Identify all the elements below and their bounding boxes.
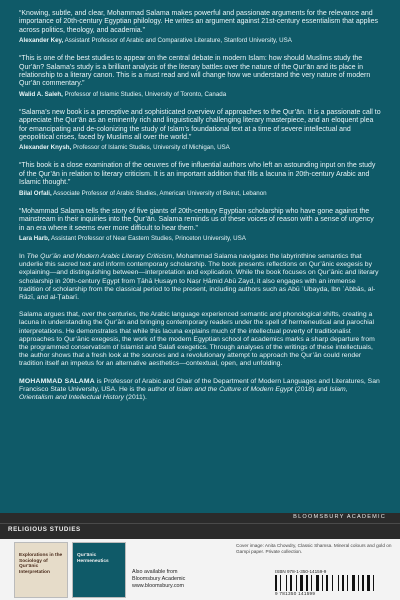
barcode-bar <box>278 575 279 591</box>
blurb-affiliation: Assistant Professor of Near Eastern Studies, Princeton University, USA <box>49 234 246 242</box>
blurb-attribution <box>19 144 381 152</box>
barcode-bar <box>300 575 303 591</box>
bio-text: is Professor of Arabic and Chair of the Department of Modern Languages and Literatures, San Francisco State University, USA. He is the author of <box>19 377 380 393</box>
barcode-bar <box>371 575 372 591</box>
blurb-quote: “Knowing, subtle, and clear, Mohammad Salama makes powerful and passionate arguments for the relevance and importance of 20th-century Egyptian philology. He writes an argument against 21st-century essentialism that applies across politics, theology, and academia.” <box>19 10 379 34</box>
blurb-affiliation: Professor of Islamic Studies, University of Toronto, Canada <box>62 90 227 98</box>
barcode-bar <box>360 575 361 591</box>
blurb-affiliation: Assistant Professor of Arabic and Comparative Literature, Stanford University, USA <box>63 37 292 45</box>
barcode-bar <box>345 575 346 591</box>
barcode-bar <box>298 575 299 591</box>
barcode-bar <box>362 575 364 591</box>
also-available <box>132 569 185 590</box>
barcode-bar <box>288 575 289 591</box>
website-link: www.bloomsbury.com <box>132 583 185 589</box>
barcode-bar <box>365 575 366 591</box>
related-book-title: Qur'ānic Hermeneutics <box>77 553 109 564</box>
barcode-bar <box>340 575 341 591</box>
barcode-bar <box>309 575 310 591</box>
barcode-bar <box>358 575 359 591</box>
blurb <box>19 10 381 45</box>
description-paragraph-2: Salama argues that, over the centuries, the Arabic language experienced semantic and phonological shifts, creating a lacuna in understanding the Qur’ān and bringing contemporary readers under the spell of hermeneutical and parochial interpretations. He demonstrates that while this lacuna explains much of the intellectual poverty of traditionalist approaches to Qur’ānic exegesis, the work of the modern Egyptian school of academics marks a sharp departure from the programmed conservatism of Islamist and Salafi exegetics. Through analyses of the writings of these intellectuals, the author shows that a fresh look at the sources and a revolutionary attempt to approach the Qur’ān could render tradition itself an impetus for an alternative aesthetics—contextual, open, and unfolding. <box>19 311 375 368</box>
book-title-italic: The Qur’ān and Modern Arabic Literary Criticism <box>26 252 173 260</box>
barcode-bar <box>342 575 344 591</box>
barcode-bar <box>329 575 331 591</box>
blurb-attribution <box>19 91 381 99</box>
barcode-bar <box>275 575 277 591</box>
related-book-thumbnail <box>14 542 68 598</box>
barcode-bar <box>352 575 355 591</box>
barcode-bar <box>290 575 292 591</box>
blurb-attribution <box>19 37 381 45</box>
barcode-digits: 9 781350 141599 <box>275 591 316 596</box>
author-name: MOHAMMAD SALAMA <box>19 377 95 385</box>
bio-book-2: Islam, Orientalism and Intellectual History <box>19 385 348 401</box>
blurb-affiliation: Professor of Islamic Studies, University of Michigan, USA <box>71 144 230 152</box>
barcode-bar <box>293 575 295 591</box>
bio-book-1: Islam and the Culture of Modern Egypt <box>176 385 293 393</box>
bio-end: (2011). <box>124 393 147 401</box>
publisher-name: BLOOMSBURY ACADEMIC <box>293 514 386 520</box>
blurb-quote: “This book is a close examination of the oeuvres of five influential authors who left an astounding input on the study of the Qur’ān in relation to literary criticism. It is an important addition that fills a lacuna in 20th-century Arabic and Islamic thought.” <box>19 162 376 187</box>
blurb-affiliation: Associate Professor of Arabic Studies, American University of Beirut, Lebanon <box>51 189 267 197</box>
blurb-attribution <box>19 190 381 198</box>
barcode-bar <box>320 575 321 591</box>
isbn: ISBN 978-1-350-14159-9 <box>275 569 327 574</box>
blurbs-section <box>19 10 381 402</box>
barcode-bar <box>338 575 339 591</box>
barcode-bar <box>373 575 374 591</box>
barcode-bar <box>296 575 297 591</box>
barcode-bar <box>316 575 319 591</box>
blurb-author: Alexander Key, <box>19 37 64 45</box>
barcode-bar <box>306 575 308 591</box>
blurb-quote: “This is one of the best studies to appear on the central debate in modern Islam: how should Muslims study the Qur’ān? Salama’s study is a brilliant analysis of the literary battles over the nature of the Qur’ān and its place in relationship to a literary canon. This is a must read and will change how we understand the very nature of modern Qur’ān commentary.” <box>19 55 371 88</box>
desc-rest: , Mohammad Salama navigates the labyrinthine semantics that underlie this sacred text and inform contemporary scholarship. The book presents reflections on Qur’ānic exegesis by explaining—and distinguishing between—interpretation and explication. While the book focuses on Qur’ānic and literary scholarship in 20th-century Egypt from Ṭāhā Ḥusayn to Naṣr Ḥāmid Abū Zayd, it also engages with an immense tradition of scholarship from the classical period to the present, including authors such as Abū ʿUbayda, Ibn ʿAbbās, al-Rāzī, and al-Ṭabarī. <box>19 252 379 301</box>
blurb-attribution <box>19 235 381 243</box>
blurb-author: Walid A. Saleh, <box>19 90 63 98</box>
related-book-thumbnail <box>72 542 126 598</box>
subject-label: RELIGIOUS STUDIES <box>8 526 81 533</box>
barcode-bar <box>347 575 348 591</box>
barcode-bar <box>356 575 357 591</box>
barcode-bar <box>282 575 285 591</box>
barcode-bar <box>286 575 287 591</box>
barcode-bar <box>332 575 333 591</box>
blurb-author: Bilal Orfali, <box>19 189 52 197</box>
blurb-quote: “Mohammad Salama tells the story of five giants of 20th-century Egyptian scholarship who have gone against the mainstream in their inquiries into the Qur’ān. Salama reminds us of these voices of reason with a sense of urgency in an era where it seems ever more difficult to hear them.” <box>19 207 374 232</box>
barcode-bar <box>313 575 315 591</box>
cover-credit: Cover image: Anita Chowdry, Classic Shamsa. Mineral colours and gold on Gampi paper. Private collection. <box>236 543 392 554</box>
also-line: Bloomsbury Academic <box>132 576 186 582</box>
barcode-bar <box>280 575 281 591</box>
blurb-author: Lara Harb, <box>19 234 50 242</box>
bio-mid: (2018) and <box>292 385 330 393</box>
blurb <box>19 109 381 153</box>
barcode-bar <box>334 575 337 591</box>
blurb-quote: “Salama’s new book is a perceptive and sophisticated overview of approaches to the Qur’ān. It is a passionate call to appreciate the Qur’ān as an eminently rich and linguistically challenging literary masterpiece, and an eloquent plea for emancipating and de-colonizing the study of Islam’s foundational text at a time of severe intellectual and geopolitical crises, faced by Muslims all over the world.” <box>19 108 381 142</box>
barcode-bar <box>311 575 312 591</box>
author-bio <box>19 378 381 403</box>
blurb <box>19 55 381 99</box>
blurb-author: Alexander Knysh, <box>19 144 72 152</box>
related-book-title: Explorations in the Sociology of Qur'ānic Interpretation <box>19 553 63 575</box>
barcode <box>275 575 385 591</box>
barcode-bar <box>367 575 370 591</box>
desc-prefix: In <box>19 252 27 260</box>
blurb <box>19 208 381 243</box>
barcode-bar <box>304 575 305 591</box>
also-line: Also available from <box>132 569 178 575</box>
description-paragraph-1 <box>19 253 381 302</box>
barcode-bar <box>326 575 328 591</box>
barcode-bar <box>349 575 351 591</box>
barcode-bar <box>324 575 325 591</box>
barcode-bar <box>375 575 377 591</box>
blurb <box>19 162 381 197</box>
barcode-bar <box>322 575 323 591</box>
